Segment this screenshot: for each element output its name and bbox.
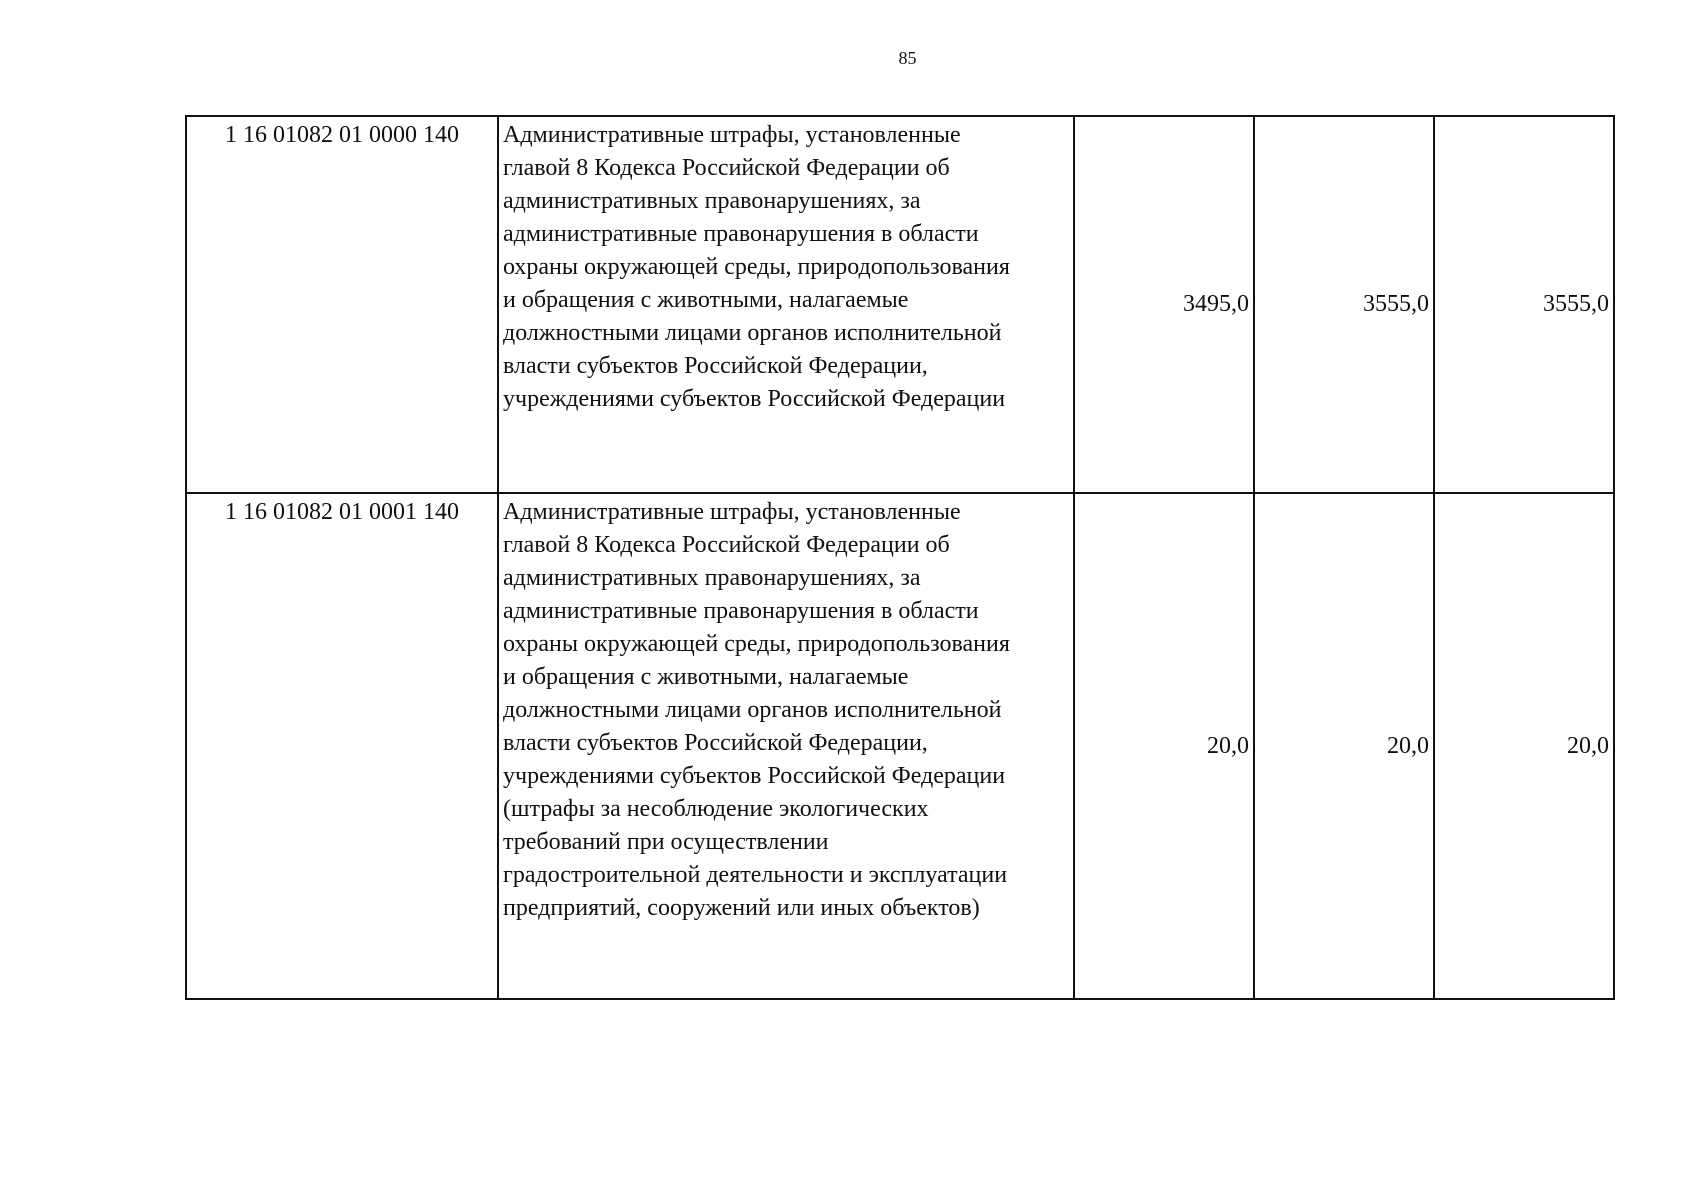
amount-cell: 3495,0 bbox=[1074, 116, 1254, 493]
description-line: власти субъектов Российской Федерации, bbox=[503, 353, 928, 379]
description-line: Административные штрафы, установленные bbox=[503, 499, 961, 525]
description-line: Административные штрафы, установленные bbox=[503, 122, 961, 148]
description-line: охраны окружающей среды, природопользования bbox=[503, 254, 1010, 280]
description-line: административных правонарушениях, за bbox=[503, 565, 921, 591]
description-line: предприятий, сооружений или иных объектов) bbox=[503, 895, 980, 921]
description-line: должностными лицами органов исполнительной bbox=[503, 320, 1002, 346]
description-line: административные правонарушения в области bbox=[503, 221, 979, 247]
table-row bbox=[186, 493, 1614, 999]
description-line: административных правонарушениях, за bbox=[503, 188, 921, 214]
amount-cell: 20,0 bbox=[1254, 493, 1434, 999]
description-line: (штрафы за несоблюдение экологических bbox=[503, 796, 929, 822]
description-line: и обращения с животными, налагаемые bbox=[503, 664, 909, 690]
description-cell bbox=[498, 116, 1074, 493]
description-line: главой 8 Кодекса Российской Федерации об bbox=[503, 532, 950, 558]
description-line: учреждениями субъектов Российской Федерации bbox=[503, 386, 1006, 412]
amount-cell: 3555,0 bbox=[1254, 116, 1434, 493]
description-line: градостроительной деятельности и эксплуатации bbox=[503, 862, 1008, 888]
description-line: охраны окружающей среды, природопользования bbox=[503, 631, 1010, 657]
budget-code-cell: 1 16 01082 01 0001 140 bbox=[186, 493, 498, 999]
amount-cell: 20,0 bbox=[1434, 493, 1614, 999]
description-cell bbox=[498, 493, 1074, 999]
amount-cell: 20,0 bbox=[1074, 493, 1254, 999]
description-line: требований при осуществлении bbox=[503, 829, 829, 855]
table-row bbox=[186, 116, 1614, 493]
budget-code-cell: 1 16 01082 01 0000 140 bbox=[186, 116, 498, 493]
description-line: должностными лицами органов исполнительной bbox=[503, 697, 1002, 723]
description-line: учреждениями субъектов Российской Федерации bbox=[503, 763, 1006, 789]
amount-cell: 3555,0 bbox=[1434, 116, 1614, 493]
budget-revenue-table bbox=[185, 115, 1615, 1000]
description-line: и обращения с животными, налагаемые bbox=[503, 287, 909, 313]
description-line: административные правонарушения в области bbox=[503, 598, 979, 624]
description-line: главой 8 Кодекса Российской Федерации об bbox=[503, 155, 950, 181]
description-line: власти субъектов Российской Федерации, bbox=[503, 730, 928, 756]
page-number: 85 bbox=[898, 48, 917, 68]
